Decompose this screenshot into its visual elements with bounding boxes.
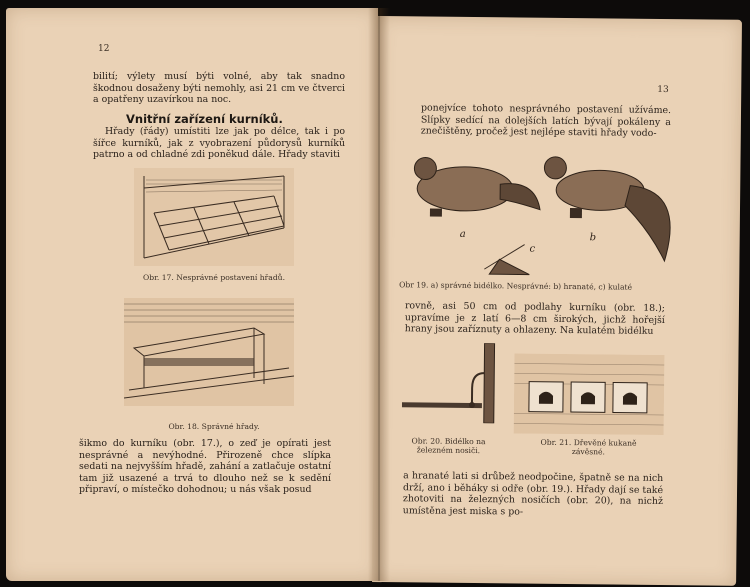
figure-18-illustration [124, 298, 294, 406]
figure-20-illustration [402, 342, 503, 423]
fig19-label-a: a [459, 228, 466, 240]
fig19-label-b: b [589, 232, 597, 244]
right-middle-paragraph: rovně, asi 50 cm od podlahy kurníku (obr. 18.); upravíme je z latí 6—8 cm širokých, jichž hořejší hrany jsou zaříznuty a ohlazeny. Na kulatém bidélku [404, 300, 666, 338]
left-bottom-paragraph: šikmo do kurníku (obr. 17.), o zeď je opírati jest nesprávné a nevýhodné. Přirozeně chce slípka sedati na nejvyšším hřadě, zahání a zatlačuje ostatní tam již usazené a trvá to dlouho než se k sedění připraví, o místečko dohodnou; u nás však posud [79, 438, 331, 496]
right-page [372, 16, 742, 586]
fig19-label-c: c [529, 243, 536, 255]
figure-21-caption: Obr. 21. Dřevěné kukaně závěsné. [540, 437, 637, 457]
figure-17-caption: Obr. 17. Nesprávné postavení hřadů. [143, 273, 285, 282]
right-top-paragraph: ponejvíce tohoto nesprávného postavení užíváme. Slípky sedící na dolejších latích bývají pokáleny a znečištěny, pročež jest nejlépe staviti hřady vodo- [420, 102, 672, 140]
figure-19-caption: Obr 19. a) správné bidélko. Nesprávné: b) hranaté, c) kulaté [399, 280, 633, 292]
page-number-left: 12 [98, 44, 110, 54]
left-intro-paragraph: Hřady (řády) umístiti lze jak po délce, tak i po šířce kurníků, jak z vyobrazení půdorysů kurníků patrno a od chladné zdi poněkud dále. Hřady staviti [93, 126, 345, 161]
page-number-right: 13 [657, 84, 669, 96]
left-page [6, 8, 378, 581]
figure-20-caption: Obr. 20. Bidélko na železném nosiči. [411, 436, 486, 456]
figure-19-illustration [399, 138, 690, 281]
figure-18-caption: Obr. 18. Správné hřady. [168, 422, 260, 431]
figure-17-illustration [134, 168, 294, 266]
right-bottom-paragraph: a hranaté lati si drůbež neodpočine, špatně se na nich drží, ano i běháky si odře (obr. 19.). Hřady dají se také zhotoviti na železných nosičích (obr. 20), na nichž umístěna jest miska s po- [402, 470, 664, 518]
left-top-paragraph: bilití; výlety musí býti volné, aby tak snadno škodnou dosaženy býti nemohly, asi 21 cm ve čtverci a opatřeny uzavírkou na noc. [93, 71, 345, 106]
section-heading: Vnitřní zařízení kurníků. [126, 112, 283, 126]
figure-21-illustration [514, 353, 665, 435]
